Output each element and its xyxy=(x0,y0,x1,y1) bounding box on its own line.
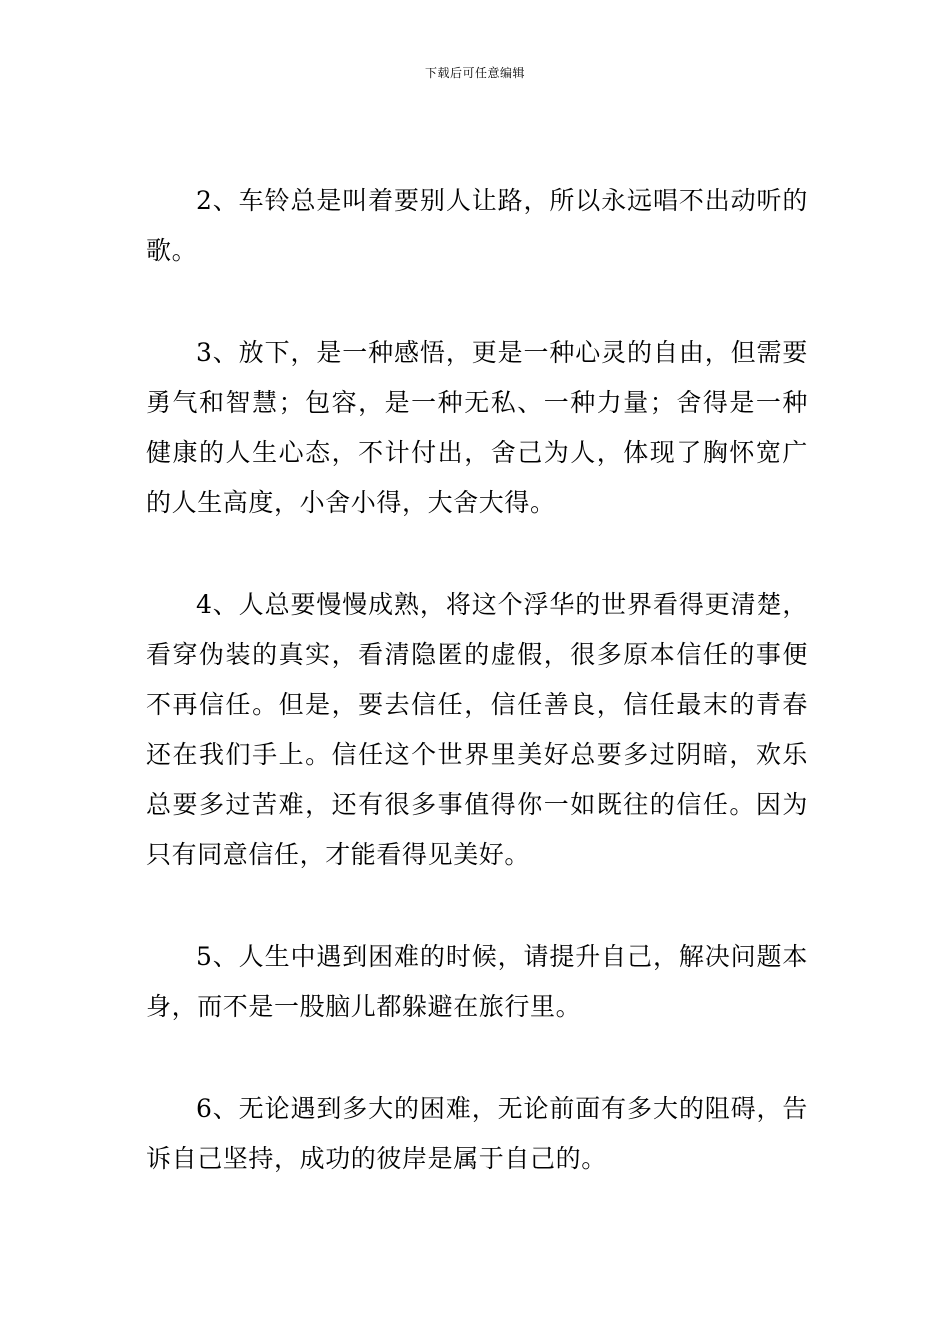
paragraph-6: 6、无论遇到多大的困难，无论前面有多大的阻碍，告诉自己坚持，成功的彼岸是属于自己的。 xyxy=(146,1094,808,1173)
page-header: 下载后可任意编辑 xyxy=(424,66,525,80)
paragraph-4: 4、人总要慢慢成熟，将这个浮华的世界看得更清楚，看穿伪装的真实，看清隐匿的虚假，很多原本信任的事便不再信任。但是，要去信任，信任善良，信任最末的青春还在我们手上。信任这个世界里美好总要多过阴暗，欢乐总要多过苦难，还有很多事值得你一如既往的信任。因为只有同意信任，才能看得见美好。 xyxy=(146,590,808,869)
paragraph-5: 5、人生中遇到困难的时候，请提升自己，解决问题本身，而不是一股脑儿都躲避在旅行里。 xyxy=(146,942,808,1021)
paragraph-3: 3、放下，是一种感悟，更是一种心灵的自由，但需要勇气和智慧；包容，是一种无私、一种力量；舍得是一种健康的人生心态，不计付出，舍己为人，体现了胸怀宽广的人生高度，小舍小得，大舍大得。 xyxy=(146,338,808,517)
document-body xyxy=(146,176,808,1236)
paragraph-2: 2、车铃总是叫着要别人让路，所以永远唱不出动听的歌。 xyxy=(146,186,808,265)
